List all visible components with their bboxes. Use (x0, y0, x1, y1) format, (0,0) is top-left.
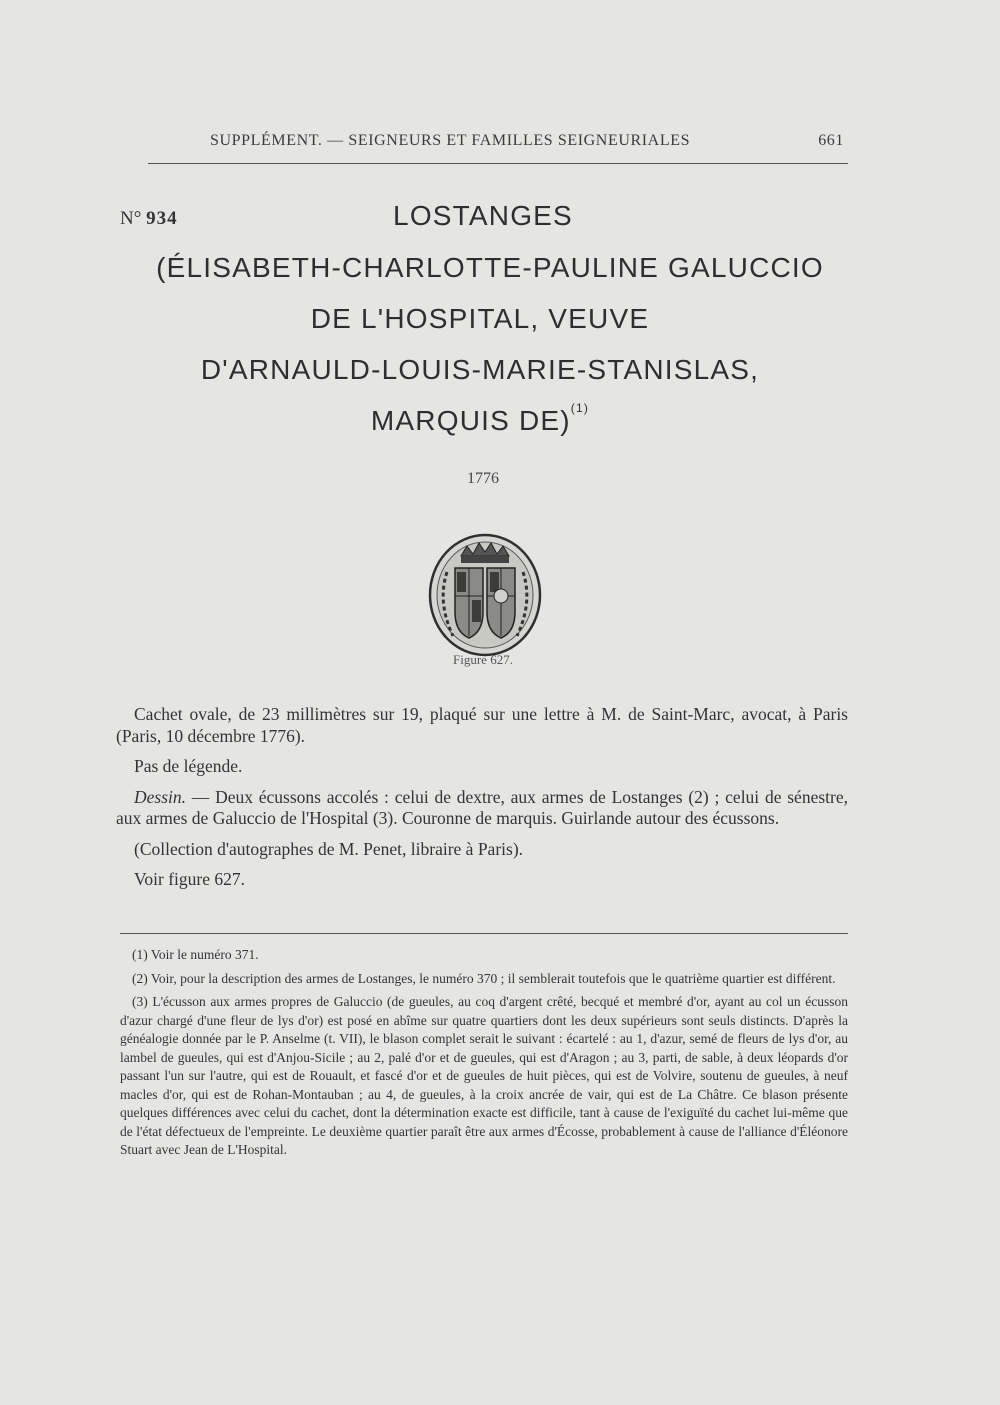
paragraph-legend: Pas de légende. (134, 756, 243, 776)
running-head (118, 132, 848, 156)
header-rule (148, 163, 848, 164)
footnote-2: (2) Voir, pour la description des armes de Lostanges, le numéro 370 ; il semblerait toutefois que le quatrième quartier est différent. (132, 970, 836, 986)
paragraph-description: Cachet ovale, de 23 millimètres sur 19, plaqué sur une lettre à M. de Saint-Marc, avocat, à Paris (Paris, 10 décembre 1776). (116, 704, 848, 746)
heading-footnote-ref: (1) (570, 401, 590, 415)
heading-line-2: (ÉLISABETH-CHARLOTTE-PAULINE GALUCCIO (156, 252, 824, 283)
paragraph-design (116, 787, 848, 830)
heading-line-3: DE L'HOSPITAL, VEUVE (310, 303, 650, 334)
footnote-1: (1) Voir le numéro 371. (132, 947, 259, 962)
heading-line-5 (130, 401, 830, 437)
design-label: Dessin. (134, 786, 187, 807)
entry-year: 1776 (467, 470, 499, 487)
footnote-3: (3) L'écusson aux armes propres de Galuccio (de gueules, au coq d'argent crêté, becqué et membré d'or, ayant au col un écusson d'azur chargé d'une fleur de lys d'or) est posé en abîme sur quatre quartiers dont les deux supérieurs sont seuls distincts. D'après la généalogie donnée par le P. Anselme (t. VII), le blason complet serait le suivant : écartelé : au 1, d'azur, semé de fleurs de lys d'or, au lambel de gueules, qui est d'Anjou-Sicile ; au 2, palé d'or et de gueules, qui est d'Aragon ; au 3, parti, de sable, à deux léopards d'or passant l'un sur l'autre, qui est de Rouault, et fascé d'or et de gueules de huit pièces, qui est de Volvire, soutenu de gueules, à neuf macles d'or, qui est de Rohan-Montauban ; au 4, de gueules, à la croix ancrée de vair, qui est de La Châtre. Ce blason présente quelques différences avec celui du cachet, dont la détermination exacte est difficile, tant à cause de l'exiguïté du cachet lui-même que de l'état défectueux de l'empreinte. Le deuxième quartier paraît être aux armes d'Écosse, probablement à cause de l'alliance d'Éléonore Stuart avec Jean de L'Hospital. (120, 994, 848, 1157)
footnote-rule (120, 933, 848, 934)
body-text (116, 704, 848, 900)
entry-number-value: 934 (146, 208, 178, 229)
heading-line-5-text: MARQUIS DE) (370, 405, 571, 436)
entry-number-prefix: N° (120, 208, 142, 229)
paragraph-figure-ref: Voir figure 627. (134, 869, 245, 889)
heading-line-1: LOSTANGES (393, 200, 573, 231)
paragraph-collection: (Collection d'autographes de M. Penet, libraire à Paris). (134, 838, 524, 859)
page-number: 661 (818, 132, 844, 149)
running-title: SUPPLÉMENT. — SEIGNEURS ET FAMILLES SEIGNEURIALES (210, 132, 691, 149)
design-text: — Deux écussons accolés : celui de dextre, aux armes de Lostanges (2) ; celui de sénestre, aux armes de Galuccio de l'Hospital (3). Couronne de marquis. Guirlande autour des écussons. (116, 786, 848, 828)
footnotes (120, 946, 848, 1165)
heading-line-4: D'ARNAULD-LOUIS-MARIE-STANISLAS, (200, 354, 760, 385)
figure-caption: Figure 627. (453, 652, 513, 667)
seal-impression-icon (427, 532, 543, 658)
